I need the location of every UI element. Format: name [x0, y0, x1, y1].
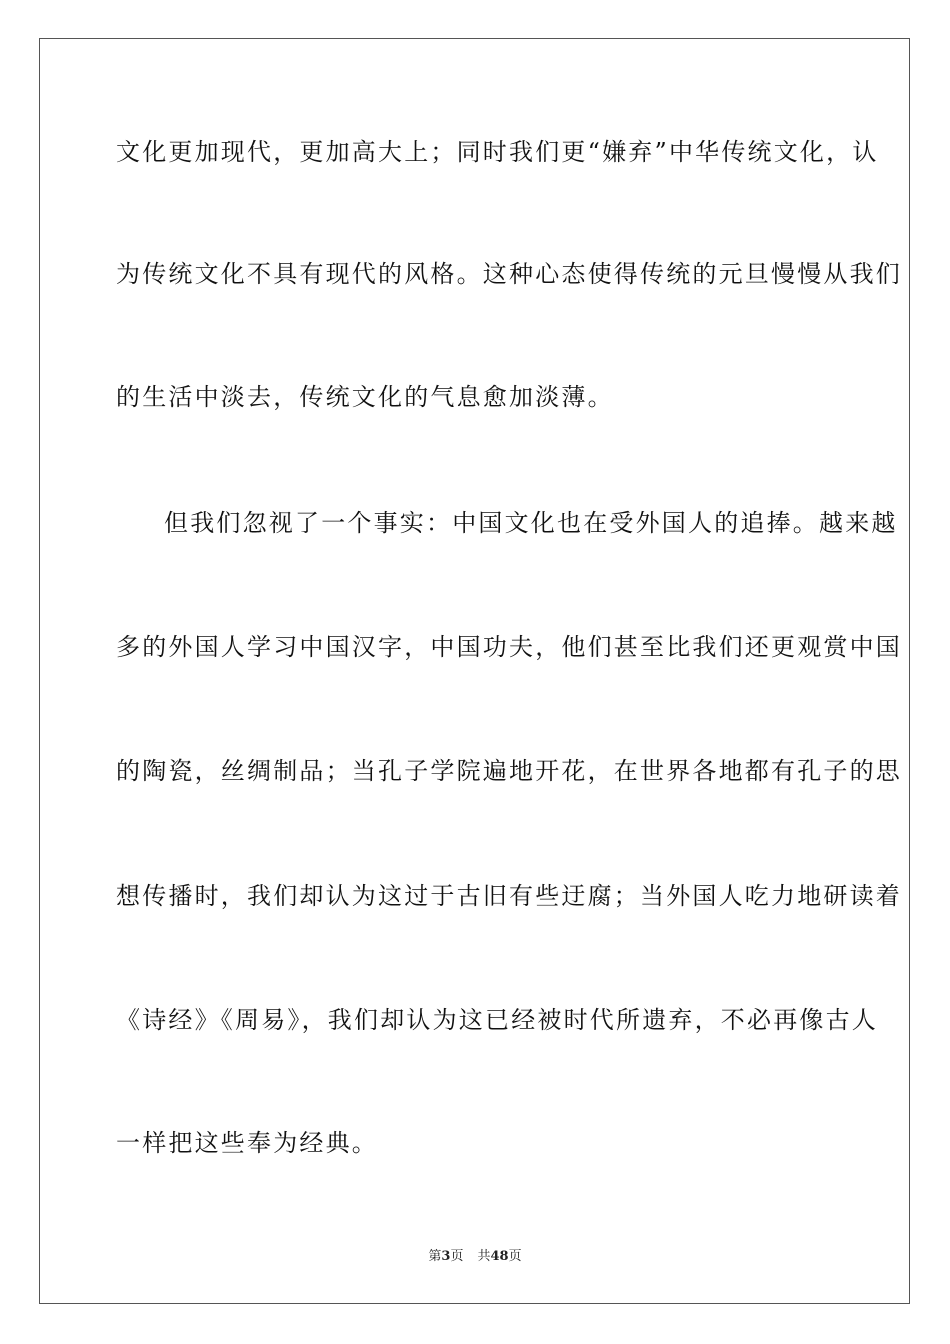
- page-border: [39, 38, 910, 1304]
- text-line: 文化更加现代，更加高大上；同时我们更“嫌弃”中华传统文化，认: [116, 138, 879, 166]
- text-line: 想传播时，我们却认为这过于古旧有些迂腐；当外国人吃力地研读着: [116, 882, 902, 910]
- page-prefix: 第: [428, 1249, 442, 1264]
- total-prefix: 共: [477, 1249, 491, 1264]
- text-line: 多的外国人学习中国汉字，中国功夫，他们甚至比我们还更观赏中国: [116, 633, 902, 661]
- text-line: 一样把这些奉为经典。: [116, 1129, 378, 1157]
- page-number: 3: [441, 1249, 451, 1264]
- text-line: 的陶瓷，丝绸制品；当孔子学院遍地开花，在世界各地都有孔子的思: [116, 757, 902, 785]
- total-pages: 48: [490, 1249, 509, 1264]
- text-line: 的生活中淡去，传统文化的气息愈加淡薄。: [116, 383, 614, 411]
- paragraph-first-line: 但我们忽视了一个事实：中国文化也在受外国人的追捧。越来越: [164, 509, 898, 537]
- text-line: 《诗经》《周易》，我们却认为这已经被时代所遗弃，不必再像古人: [116, 1006, 878, 1034]
- page-suffix: 页: [450, 1249, 464, 1264]
- page-footer: [0, 1248, 950, 1266]
- text-line: 为传统文化不具有现代的风格。这种心态使得传统的元旦慢慢从我们: [116, 260, 902, 288]
- total-suffix: 页: [508, 1249, 522, 1264]
